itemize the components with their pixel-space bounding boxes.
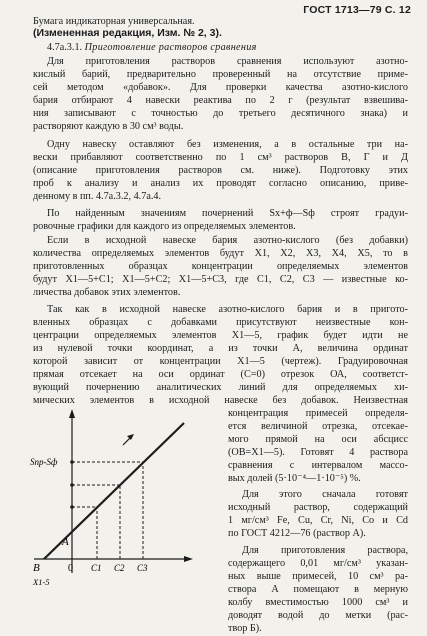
text-line: Для приготовления растворов сравнения используют азотно- <box>47 56 408 67</box>
text-line: кислый барий, предварительно проверенный на отсутствие приме- <box>33 69 408 80</box>
text-line: сравнения с интервалом массо- <box>228 460 408 471</box>
text-line: доводят водой до метки (рас- <box>228 610 408 621</box>
text-line: створа А помещают в мерную <box>228 584 408 595</box>
tick-c3: C3 <box>137 563 148 573</box>
text-line: твор Б). <box>228 623 262 634</box>
text-line: содержащего 0,01 мг/см³ указан- <box>228 558 408 569</box>
section-title: Приготовление растворов сравнения <box>84 42 257 53</box>
text-line: проб к анализу и анализ их проводят согласно описанию, приве- <box>33 178 408 189</box>
text-line: прямая отсекает на оси ординат (С=0) отрезок ОА, соответст- <box>33 369 408 380</box>
text-line: ния записывают с точностью до третьего десятичного знака) и <box>33 108 408 119</box>
text-line: колбу вместимостью 1000 см³ и <box>228 597 408 608</box>
text-line: Для приготовления раствора, <box>242 545 408 556</box>
point-on-y-axis <box>70 460 74 464</box>
point-a-label: A <box>62 536 69 548</box>
text-line: денному в пп. 4.7а.3.2, 4.7а.4. <box>33 191 162 202</box>
text-line: сей методом «добавок». Для проверки качества азотно-кислого <box>33 82 408 93</box>
direction-arrow-head <box>127 434 134 440</box>
calibration-figure <box>28 405 224 597</box>
text-line: ется величиной отрезка, отсекае- <box>228 421 408 432</box>
text-line: ных выше примесей, 10 см³ ра- <box>228 571 408 582</box>
point-b-label: B <box>33 562 40 574</box>
text-line: личества добавок этих элементов. <box>33 287 181 298</box>
text-line: ровочные графики для каждого из определяемых элементов. <box>33 221 296 232</box>
text-line: приготовленных образцах концентрации определяемых элементов <box>33 261 408 272</box>
text-line: вленных образцах с добавками присутствуют неизвестные кон- <box>33 317 408 328</box>
point-on-y-axis <box>70 483 74 487</box>
text-line: которой зависит от концентрации X1—5 (чертеж). Градуировочная <box>33 356 408 367</box>
tick-c2: C2 <box>114 563 125 573</box>
text-line: мических элементов в исходной навеске без добавок. Неизвестная <box>33 395 408 406</box>
paper-line: Бумага индикаторная универсальная. <box>33 16 195 27</box>
text-line: (описание приготовления растворов см. ниже). Подготовку этих <box>33 165 408 176</box>
text-line: мого прямой на оси абсцисс <box>228 434 408 445</box>
origin-label: 0 <box>68 563 73 574</box>
text-line: исходный раствор, содержащий <box>228 502 408 513</box>
text-line: бария отбирают 4 навески реактива по 2 г (результат взвешива- <box>33 95 408 106</box>
point-on-y-axis <box>70 505 74 509</box>
text-line: Если в исходной навеске бария азотно-кислого (без добавки) <box>47 235 408 246</box>
text-line: центрации определяемых элементов X1—5, график будет идти не <box>33 330 408 341</box>
page-header: ГОСТ 1713—79 С. 12 <box>303 4 411 16</box>
tick-c1: C1 <box>91 563 102 573</box>
revision-note: (Измененная редакция, Изм. № 2, 3). <box>33 27 222 39</box>
x-axis-arrowhead <box>184 556 193 562</box>
text-line: Одну навеску оставляют без изменения, а в остальные три на- <box>47 139 408 150</box>
text-line: По найденным значениям почернений Sx+ф—Sф строят градуи- <box>47 208 408 219</box>
text-line: 1 мг/см³ Fe, Cu, Cr, Ni, Co и Cd <box>228 515 408 526</box>
text-line: Для этого сначала готовят <box>242 489 408 500</box>
text-line: концентрация примесей определя- <box>228 408 408 419</box>
text-line: вых долей (5·10⁻⁴—1·10⁻⁵) %. <box>228 473 361 484</box>
section-heading <box>47 41 257 54</box>
text-line: будут X1—5+C1; X1—5+C2; X1—5+C3, где C1, C2, C3 — известные ко- <box>33 274 408 285</box>
section-number: 4.7а.3.1. <box>47 42 83 53</box>
text-line: вующий почернению аналитических линий для определяемых хи- <box>33 382 408 393</box>
text-line: из нулевой точки координат, а из точки А, величина ординат <box>33 343 408 354</box>
text-line: растворяют каждую в 30 см³ воды. <box>33 121 184 132</box>
text-line: вески прибавляют соответственно по 1 см³ растворов В, Г и Д <box>33 152 408 163</box>
x-offset-label: X1-5 <box>33 577 50 587</box>
text-line: количества определяемых элементов будут X1, X2, X3, X4, X5, то в <box>33 248 408 259</box>
text-line: Так как в исходной навеске азотно-кислого бария и в пригото- <box>47 304 408 315</box>
text-line: по ГОСТ 4212—76 (раствор А). <box>228 528 366 539</box>
y-axis-arrowhead <box>69 409 75 418</box>
y-axis-label: Sпр-Sф <box>30 457 58 467</box>
text-line: (OB=X1—5). Готовят 4 раствора <box>228 447 408 458</box>
